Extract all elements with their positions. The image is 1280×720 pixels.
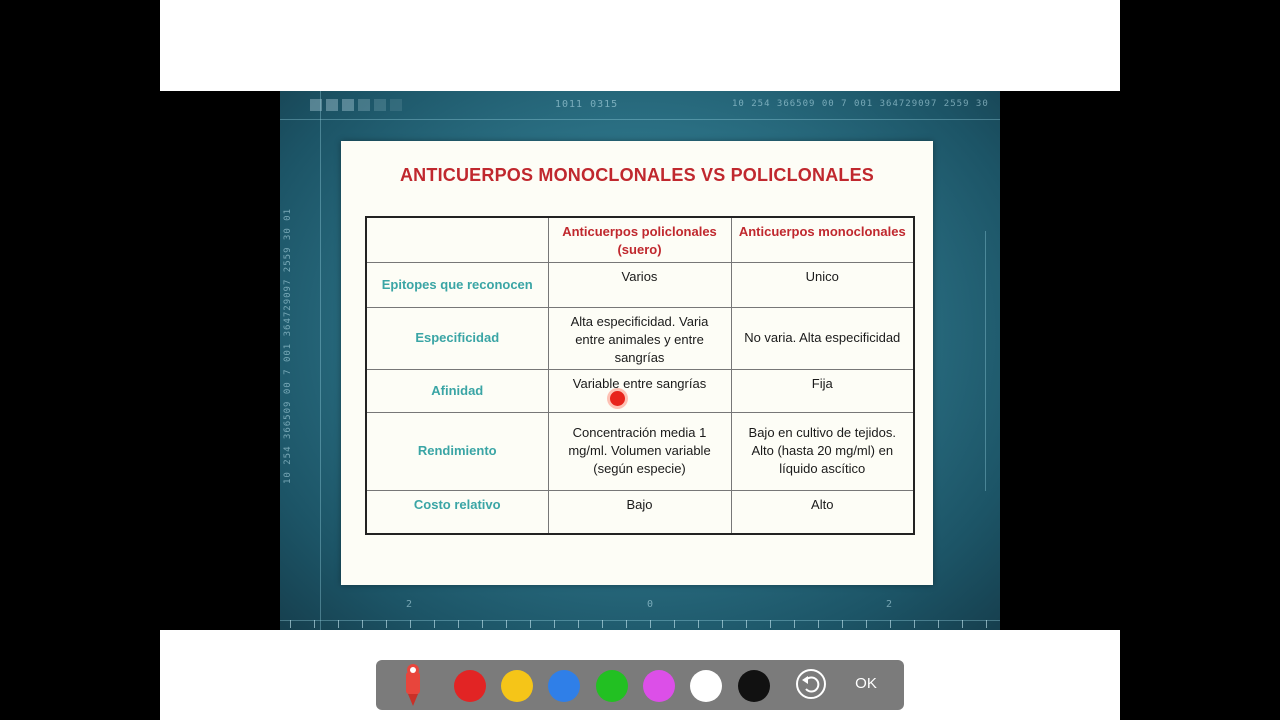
ruler-tick — [794, 620, 795, 628]
ruler-tick — [938, 620, 939, 628]
table-row — [366, 307, 914, 369]
ruler-tick — [578, 620, 579, 628]
presentation-slide — [341, 141, 933, 585]
row-label: Especificidad — [366, 307, 548, 369]
table-header-cell: Anticuerpos monoclonales — [731, 217, 914, 262]
row-label: Costo relativo — [366, 490, 548, 534]
ruler-tick — [434, 620, 435, 628]
table-row — [366, 490, 914, 534]
hud-block — [374, 99, 386, 111]
ruler-tick — [602, 620, 603, 628]
table-cell: Unico — [731, 262, 914, 307]
color-swatch-green[interactable] — [596, 670, 628, 702]
video-frame — [280, 91, 1000, 630]
hud-block — [326, 99, 338, 111]
marker-pen-icon[interactable] — [402, 662, 424, 708]
hud-block — [390, 99, 402, 111]
table-cell: No varia. Alta especificidad — [731, 307, 914, 369]
ruler-tick — [530, 620, 531, 628]
hud-line — [985, 231, 986, 491]
ruler-tick — [410, 620, 411, 628]
ruler-tick — [362, 620, 363, 628]
ruler-tick — [482, 620, 483, 628]
ruler-tick — [290, 620, 291, 628]
ruler-tick — [986, 620, 987, 628]
row-label: Rendimiento — [366, 412, 548, 490]
hud-block — [358, 99, 370, 111]
table-row — [366, 262, 914, 307]
annotation-toolbar — [376, 660, 904, 710]
ruler-tick — [914, 620, 915, 628]
table-cell: Bajo — [548, 490, 731, 534]
table-row — [366, 369, 914, 412]
table-header-row — [366, 217, 914, 262]
color-swatch-red[interactable] — [454, 670, 486, 702]
ruler-tick — [314, 620, 315, 628]
table-cell: Bajo en cultivo de tejidos. Alto (hasta 20 mg/ml) en líquido ascítico — [731, 412, 914, 490]
table-cell: Concentración media 1 mg/ml. Volumen variable (según especie) — [548, 412, 731, 490]
hud-block — [342, 99, 354, 111]
color-swatch-yellow[interactable] — [501, 670, 533, 702]
ruler-label: 2 — [406, 599, 414, 610]
ruler-tick — [962, 620, 963, 628]
row-label: Epitopes que reconocen — [366, 262, 548, 307]
ruler-tick — [506, 620, 507, 628]
ruler-tick — [338, 620, 339, 628]
ruler-tick — [722, 620, 723, 628]
color-swatch-blue[interactable] — [548, 670, 580, 702]
color-swatch-white[interactable] — [690, 670, 722, 702]
hud-line — [280, 620, 1000, 621]
table-cell: Fija — [731, 369, 914, 412]
ruler-tick — [770, 620, 771, 628]
color-swatch-black[interactable] — [738, 670, 770, 702]
ruler-label: 0 — [647, 599, 655, 610]
ruler-tick — [818, 620, 819, 628]
ruler-tick — [650, 620, 651, 628]
hud-top-center-text: 1011 0315 — [555, 99, 619, 110]
left-letterbox — [0, 0, 160, 720]
ruler-tick — [890, 620, 891, 628]
ruler-tick — [866, 620, 867, 628]
ruler-tick — [746, 620, 747, 628]
hud-top-right-text: 10 254 366509 00 7 001 364729097 2559 30 — [732, 99, 989, 109]
table-cell: Varios — [548, 262, 731, 307]
ruler-tick — [698, 620, 699, 628]
hud-line — [320, 91, 321, 630]
right-letterbox — [1120, 0, 1280, 720]
hud-line — [280, 119, 1000, 120]
ruler-tick — [554, 620, 555, 628]
ruler-label: 2 — [886, 599, 894, 610]
ruler-tick — [626, 620, 627, 628]
hud-left-vertical-text: 10 254 366509 00 7 001 364729097 2559 30 01 — [283, 208, 293, 484]
row-label: Afinidad — [366, 369, 548, 412]
top-white-area — [160, 0, 1120, 91]
slide-title: ANTICUERPOS MONOCLONALES VS POLICLONALES — [399, 165, 875, 185]
table-header-cell — [366, 217, 548, 262]
comparison-table — [365, 216, 915, 535]
undo-icon[interactable] — [796, 669, 826, 699]
table-cell: Alto — [731, 490, 914, 534]
ruler-tick — [674, 620, 675, 628]
table-cell: Alta especificidad. Varia entre animales y entre sangrías — [548, 307, 731, 369]
ruler-tick — [842, 620, 843, 628]
laser-pointer-dot — [610, 391, 625, 406]
table-cell: Variable entre sangrías — [548, 369, 731, 412]
table-header-cell: Anticuerpos policlonales (suero) — [548, 217, 731, 262]
color-swatch-magenta[interactable] — [643, 670, 675, 702]
ruler-tick — [386, 620, 387, 628]
ok-button[interactable]: OK — [855, 675, 877, 692]
ruler-tick — [458, 620, 459, 628]
table-row — [366, 412, 914, 490]
